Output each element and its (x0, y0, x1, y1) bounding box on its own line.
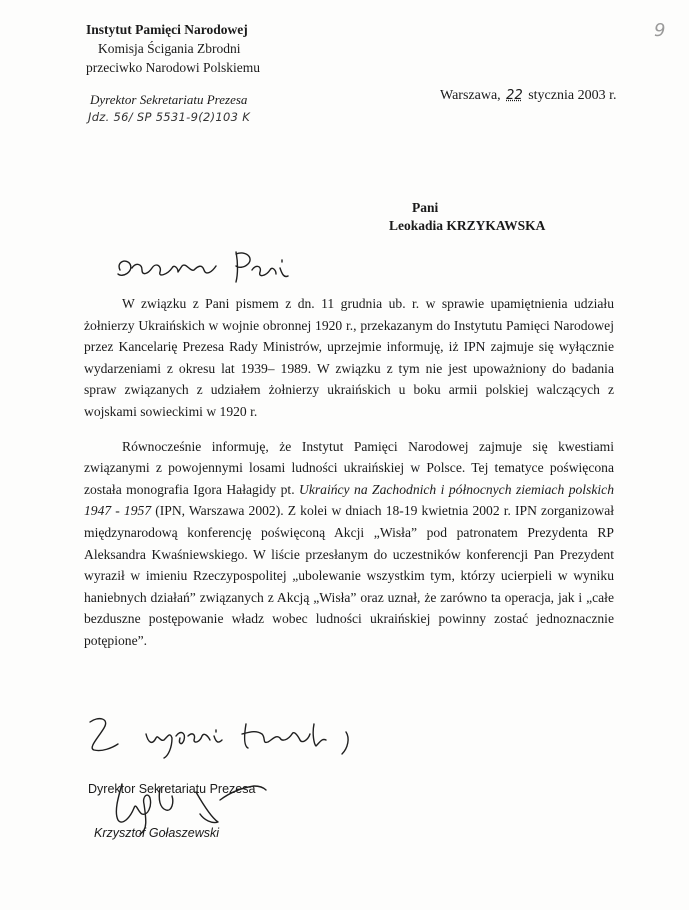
reference-number: Jdz. 56/ SP 5531-9(2)103 K (88, 110, 251, 124)
body-paragraph-2-part-b: (IPN, Warszawa 2002). Z kolei w dniach 18-19 kwietnia 2002 r. IPN zorganizował międzynarodową konferencję poświęconą Akcji „Wisła” pod patronatem Prezydenta RP Aleksandra Kwaśniewskiego. W liście przesłanym do uczestników konferencji Pan Prezydent wyraził w imieniu Rzeczypospolitej „ubolewanie wszystkim tym, którzy ucierpieli w wyniku haniebnych działań” związanych z Akcją „Wisła” oraz uznał, że zarówno ta operacja, jak i „całe bezduszne postępowanie władz wobec ludności ukraińskiej powinny zostać jednoznacznie potępione”. (84, 503, 615, 648)
addressee-title: Pani (412, 200, 439, 215)
signature-name: Krzysztof Gołaszewski (94, 826, 220, 840)
addressee-name: Leokadia KRZYKAWSKA (389, 218, 546, 233)
letter-body (84, 293, 614, 665)
date-rest: stycznia 2003 r. (528, 88, 617, 103)
handwritten-closing (84, 712, 364, 760)
handwritten-salutation (112, 248, 302, 288)
body-paragraph-2-part-a: Równocześnie informuję, że Instytut Pamięci Narodowej zajmuje się kwestiami związanymi z powojennymi losami ludności ukraińskiej w Polsce. Tej tematyce poświęcona została monografia Igora Hałagidy pt. (84, 438, 614, 497)
body-paragraph-1: W związku z Pani pismem z dn. 11 grudnia ub. r. w sprawie upamiętnienia udziału żołnierzy Ukraińskich w wojnie obronnej 1920 r., przekazanym do Instytutu Pamięci Narodowej przez Kancelarię Prezesa Rady Ministrów, uprzejmie informuję, iż IPN zajmuje się wyłącznie wydarzeniami z okresu lat 1939– 1989. W związku z tym nie jest upoważniony do badania spraw związanych z udziałem żołnierzy ukraińskich u boku armii polskiej walczących z wojskami sowieckimi w 1920 r. (84, 296, 614, 419)
page-number: 9 (654, 20, 666, 41)
department-title: Dyrektor Sekretariatu Prezesa (90, 92, 248, 107)
monograph-title: Ukraińcy na Zachodnich i północnych ziemiach polskich 1947 - 1957 (84, 481, 614, 519)
commission-line-1: Komisja Ścigania Zbrodni (98, 41, 241, 56)
commission-line-2: przeciwko Narodowi Polskiemu (86, 60, 260, 75)
body-paragraph-2 (84, 436, 614, 652)
date-city: Warszawa, (440, 88, 501, 103)
date-day: 22 (506, 88, 523, 103)
signature-title: Dyrektor Sekretariatu Prezesa (88, 782, 256, 796)
institution-name: Instytut Pamięci Narodowej (86, 22, 248, 37)
date-line (440, 88, 616, 104)
